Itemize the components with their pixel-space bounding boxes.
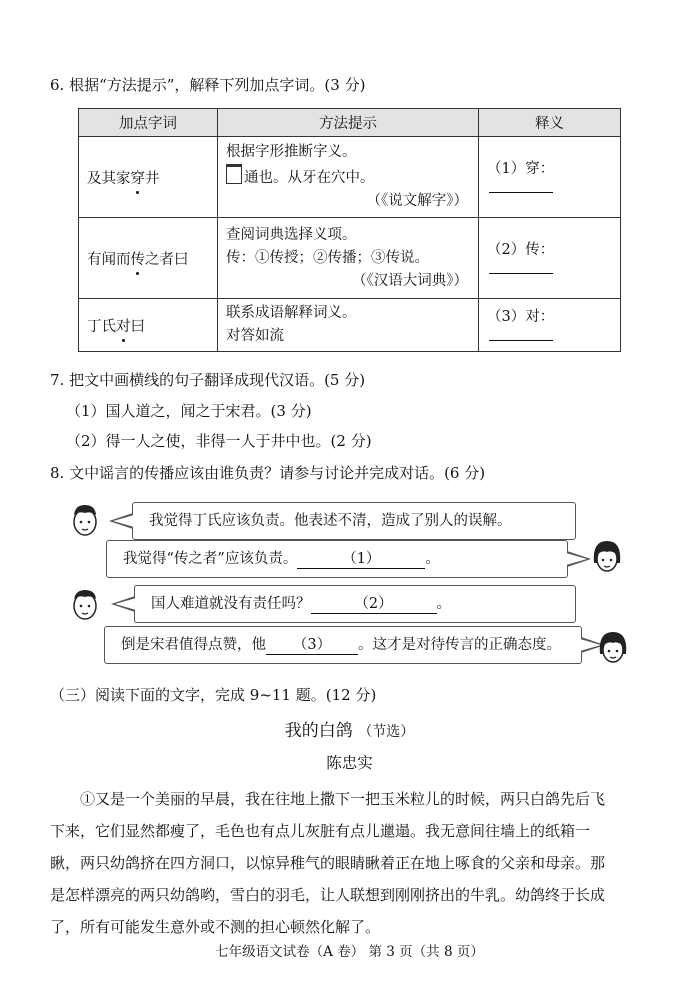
answer-blank[interactable] xyxy=(489,259,553,274)
table-header-row xyxy=(79,109,621,137)
question-7: 7. 把文中画横线的句子翻译成现代汉语。(5 分) xyxy=(50,371,366,389)
boy-avatar-icon xyxy=(68,585,102,623)
word-cell: 及其家穿井 xyxy=(79,137,218,218)
girl-avatar-icon xyxy=(596,628,630,666)
dialogue-bubble-2: 我觉得“传之者”应该负责。 （1） 。 xyxy=(106,540,568,578)
hint-cell xyxy=(218,299,479,352)
article-author: 陈忠实 xyxy=(326,754,373,772)
article-title: 我的白鸽 （节选） xyxy=(284,721,415,741)
hint-source: （《说文解字》） xyxy=(366,193,468,209)
answer-blank[interactable] xyxy=(489,178,553,193)
dialogue-bubble-1: 我觉得丁氏应该负责。他表述不清，造成了别人的误解。 xyxy=(132,502,576,540)
paragraph-line: 是怎样漂亮的两只幼鸽哟，雪白的羽毛，让人联想到刚刚挤出的牛乳。幼鸽终于长成 xyxy=(50,886,606,904)
section-3-heading: （三）阅读下面的文字，完成 9~11 题。(12 分) xyxy=(50,686,377,704)
question-7-item-1: （1）国人道之，闻之于宋君。(3 分) xyxy=(66,402,312,420)
answer-blank-3[interactable]: （3） xyxy=(266,636,358,655)
seal-glyph-icon xyxy=(226,164,242,184)
paragraph-line: 了，所有可能发生意外或不测的担心顿然化解了。 xyxy=(50,918,381,936)
word-text: 及其家 xyxy=(87,170,131,187)
dotted-char: 穿 xyxy=(131,167,146,188)
hint-line: 联系成语解释词义。 xyxy=(226,305,357,321)
question-6: 6. 根据“方法提示”，解释下列加点字词。(3 分) xyxy=(50,76,366,94)
method-hint-table xyxy=(78,108,621,352)
hint-line: 通也。从牙在穴中。 xyxy=(226,164,478,190)
table-row xyxy=(79,299,621,352)
word-cell: 有闻而传之者曰 xyxy=(79,218,218,299)
dialogue-bubble-4: 倒是宋君值得点赞，他 （3） 。这才是对待传言的正确态度。 xyxy=(104,626,582,664)
boy-avatar-icon xyxy=(68,501,102,539)
page-footer: 七年级语文试卷（A 卷） 第 3 页（共 8 页） xyxy=(215,944,484,960)
table-row xyxy=(79,218,621,299)
answer-cell: （2）传： xyxy=(479,218,621,299)
answer-blank-2[interactable]: （2） xyxy=(311,595,437,614)
question-8: 8. 文中谣言的传播应该由谁负责？请参与讨论并完成对话。(6 分) xyxy=(50,464,486,482)
paragraph-line: ①又是一个美丽的早晨，我在往地上撒下一把玉米粒儿的时候，两只白鸽先后飞 xyxy=(80,790,606,808)
dialogue-bubble-3: 国人难道就没有责任吗？ （2） 。 xyxy=(134,585,576,623)
word-cell: 丁氏对曰 xyxy=(79,299,218,352)
answer-cell: （3）对： xyxy=(479,299,621,352)
hint-line: 传：①传授；②传播；③传说。 xyxy=(226,249,429,266)
hint-line: 查阅词典选择义项。 xyxy=(226,226,357,243)
answer-blank[interactable] xyxy=(489,326,553,341)
hint-line: 对答如流 xyxy=(226,328,284,344)
dotted-char: 传 xyxy=(131,248,146,269)
dotted-char: 对 xyxy=(116,315,131,336)
hint-line: 根据字形推断字义。 xyxy=(226,144,357,160)
hint-cell xyxy=(218,137,479,218)
girl-avatar-icon xyxy=(590,537,624,575)
header-hint: 方法提示 xyxy=(218,109,479,137)
header-meaning: 释义 xyxy=(479,109,621,137)
paragraph-line: 下来，它们显然都瘦了，毛色也有点儿灰脏有点儿邋遢。我无意间往墙上的纸箱一 xyxy=(50,822,591,840)
paragraph-line: 瞅，两只幼鸽挤在四方洞口，以惊异稚气的眼睛瞅着正在地上啄食的父亲和母亲。那 xyxy=(50,854,606,872)
header-word: 加点字词 xyxy=(79,109,218,137)
hint-cell xyxy=(218,218,479,299)
answer-blank-1[interactable]: （1） xyxy=(297,550,425,569)
hint-source: （《汉语大词典》） xyxy=(352,272,468,289)
answer-cell: （1）穿： xyxy=(479,137,621,218)
table-row xyxy=(79,137,621,218)
question-7-item-2: （2）得一人之使，非得一人于井中也。(2 分) xyxy=(66,432,372,450)
article-paragraph xyxy=(50,783,650,943)
